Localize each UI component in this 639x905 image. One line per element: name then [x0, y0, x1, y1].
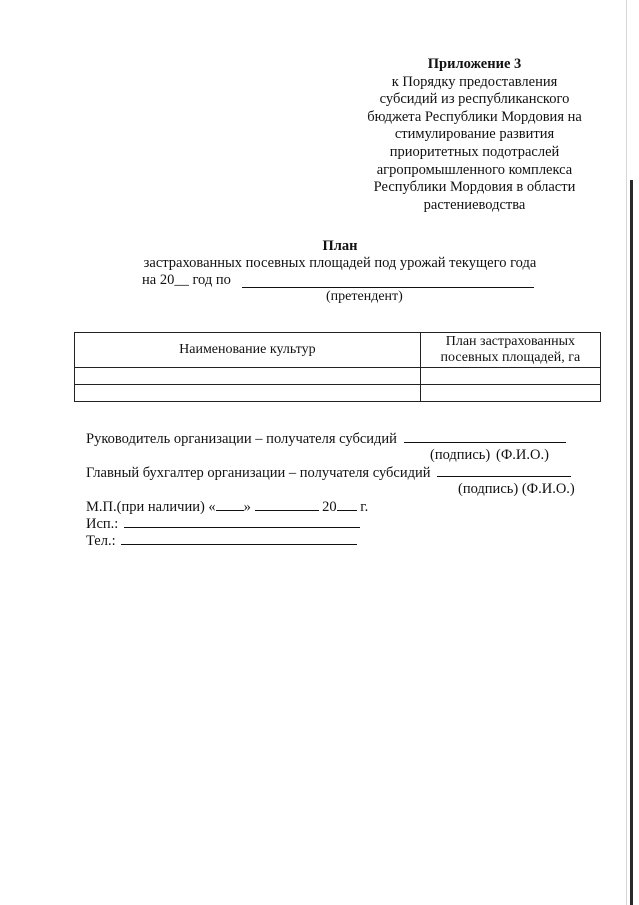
director-signature-line: [404, 430, 566, 443]
stamp-suffix: г.: [360, 499, 369, 515]
table-row: [75, 385, 601, 402]
column-header-crops: Наименование культур: [75, 333, 421, 368]
director-row: [86, 430, 586, 447]
column-header-area: [420, 333, 600, 368]
appendix-line: стимулирование развития: [394, 126, 555, 143]
phone-label: Тел.:: [86, 533, 116, 549]
table-row: [75, 368, 601, 385]
director-caption-name: (Ф.И.О.): [496, 447, 549, 463]
plan-table: [74, 332, 601, 402]
page-edge-shadow: [626, 0, 627, 905]
stamp-year-line: [337, 498, 357, 511]
appendix-line: субсидий из республиканского: [379, 91, 570, 108]
table-cell: [420, 385, 600, 402]
accountant-signature-line: [437, 464, 571, 477]
appendix-block: [352, 56, 597, 214]
stamp-prefix: М.П.(при наличии) «: [86, 499, 216, 515]
appendix-line: агропромышленного комплекса: [376, 161, 573, 178]
year-line: [142, 272, 231, 289]
stamp-mid: »: [243, 499, 251, 515]
appendix-line: Республики Мордовия в области: [373, 179, 576, 196]
accountant-caption-row: [86, 481, 586, 498]
appendix-line: приоритетных подотраслей: [389, 143, 560, 160]
signature-block: [86, 430, 586, 549]
column-header-area-line: посевных площадей, га: [440, 350, 581, 365]
document-title: План: [322, 238, 358, 254]
table-cell: [420, 368, 600, 385]
executor-row: [86, 515, 586, 532]
director-caption-sign: (подпись): [430, 447, 491, 463]
director-caption-row: [86, 447, 586, 464]
claimant-caption: (претендент): [326, 289, 403, 304]
executor-label: Исп.:: [86, 516, 119, 532]
stamp-month-line: [255, 498, 319, 511]
stamp-year: 20: [322, 499, 337, 515]
claimant-blank-line: [242, 287, 534, 288]
table-cell: [75, 385, 421, 402]
appendix-number: Приложение 3: [427, 56, 522, 72]
page-edge-scan-border: [630, 180, 633, 905]
appendix-line: растениеводства: [423, 196, 526, 213]
phone-line: [121, 532, 357, 545]
document-subtitle: застрахованных посевных площадей под урожай текущего года: [143, 255, 537, 271]
stamp-day-line: [216, 498, 244, 511]
document-heading: [100, 238, 580, 272]
table-header-row: [75, 333, 601, 368]
accountant-caption: (подпись) (Ф.И.О.): [458, 481, 575, 497]
table-cell: [75, 368, 421, 385]
column-header-area-line: План застрахованных: [445, 334, 575, 349]
year-prefix: на 20__ год по: [142, 272, 231, 288]
accountant-label: Главный бухгалтер организации – получателя субсидий: [86, 465, 431, 481]
executor-line: [124, 515, 360, 528]
director-label: Руководитель организации – получателя субсидий: [86, 431, 397, 447]
phone-row: [86, 532, 586, 549]
appendix-line: бюджета Республики Мордовия на: [367, 108, 582, 125]
accountant-row: [86, 464, 586, 481]
appendix-line: к Порядку предоставления: [391, 73, 558, 90]
stamp-row: [86, 498, 586, 515]
